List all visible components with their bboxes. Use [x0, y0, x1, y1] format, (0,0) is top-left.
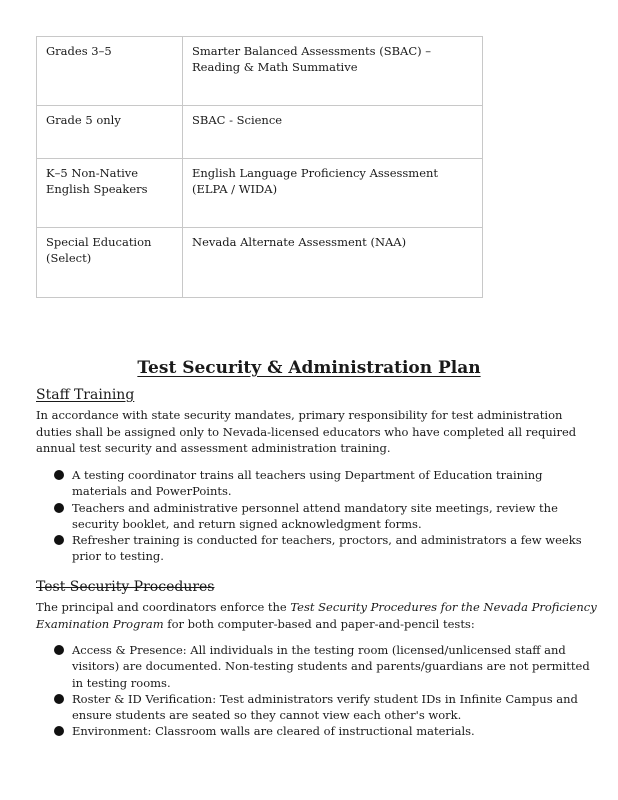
list-item	[54, 691, 590, 724]
list-item	[54, 500, 590, 533]
grade-group-cell: Special Education (Select)	[37, 228, 183, 298]
list-item-text: Access & Presence: All individuals in the testing room (licensed/unlicensed staff and visitors) are documented. Non-testing students and parents/guardians are not permitted in testing rooms.	[72, 643, 590, 690]
page-title	[0, 357, 618, 379]
list-item-text: Teachers and administrative personnel attend mandatory site meetings, review the security booklet, and return signed acknowledgment forms.	[72, 500, 558, 531]
bullet-icon	[54, 470, 64, 480]
list-item-text: Environment: Classroom walls are cleared of instructional materials.	[72, 724, 475, 739]
table-row	[37, 159, 483, 228]
procedures-list	[54, 642, 590, 740]
grade-group-cell: Grades 3–5	[37, 37, 183, 106]
table-row	[37, 106, 483, 159]
list-item-text: Refresher training is conducted for teachers, proctors, and administrators a few weeks prior to testing.	[72, 533, 582, 564]
assessment-cell: SBAC - Science	[183, 106, 483, 159]
assessment-cell: Smarter Balanced Assessments (SBAC) – Reading & Math Summative	[183, 37, 483, 106]
bullet-icon	[54, 503, 64, 513]
grade-group-cell: K–5 Non-Native English Speakers	[37, 159, 183, 228]
staff-training-paragraph: In accordance with state security mandates, primary responsibility for test administration duties shall be assigned only to Nevada-licensed educators who have completed all required annual test security and assessment administration training.	[36, 408, 577, 455]
table-row	[37, 37, 483, 106]
table-row	[37, 228, 483, 298]
procedures-paragraph	[36, 599, 598, 632]
bullet-icon	[54, 645, 64, 655]
procedures-intro-before: The principal and coordinators enforce the	[36, 600, 291, 614]
procedures-heading	[36, 578, 215, 596]
list-item	[54, 723, 590, 739]
list-item-text: A testing coordinator trains all teachers using Department of Education training materials and PowerPoints.	[72, 468, 543, 499]
procedures-intro-after: for both computer-based and paper-and-pencil tests:	[163, 616, 475, 631]
list-item	[54, 467, 590, 500]
assessment-cell: Nevada Alternate Assessment (NAA)	[183, 228, 483, 298]
procedures-intro-title: Test Security Procedures for the Nevada Proficiency Examination Program	[36, 600, 597, 631]
page-title-text: Test Security & Administration Plan	[137, 358, 481, 378]
list-item	[54, 532, 590, 565]
list-item-text: Roster & ID Verification: Test administrators verify student IDs in Infinite Campus and ensure students are seated so they cannot view each other's work.	[72, 691, 578, 723]
assessment-table	[36, 36, 483, 298]
bullet-icon	[54, 694, 64, 704]
grade-group-cell: Grade 5 only	[37, 106, 183, 159]
list-item	[54, 642, 590, 691]
bullet-icon	[54, 535, 64, 545]
staff-training-heading: Staff Training	[36, 387, 135, 403]
bullet-icon	[54, 726, 64, 736]
procedures-heading-text: Test Security Procedures	[36, 579, 215, 595]
assessment-cell: English Language Proficiency Assessment (ELPA / WIDA)	[183, 159, 483, 228]
staff-training-list	[54, 467, 590, 565]
